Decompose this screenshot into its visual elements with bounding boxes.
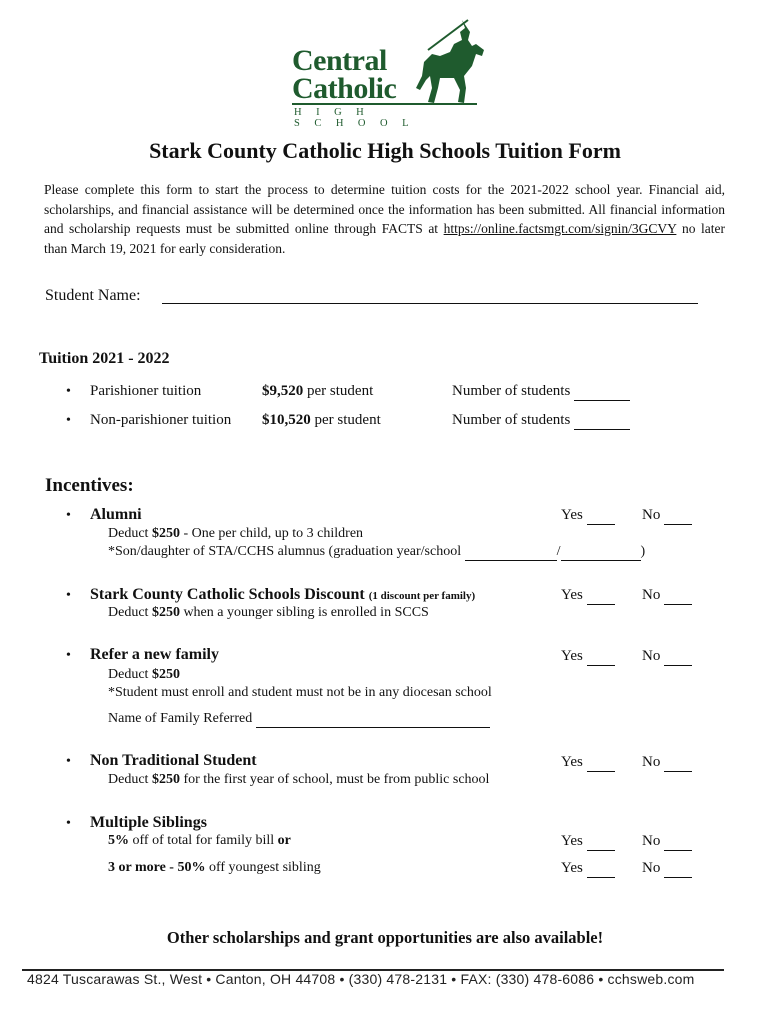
alumni-title: Alumni xyxy=(90,506,142,523)
sccs-title: Stark County Catholic Schools Discount (1 discount per family) xyxy=(90,586,476,603)
non-parishioner-price: $10,520 per student xyxy=(262,412,381,428)
intro-after: no later than March 19, 2021 for early consideration. xyxy=(44,221,725,256)
sccs-no[interactable]: No xyxy=(642,587,692,605)
sccs-yes[interactable]: Yes xyxy=(561,587,615,605)
siblings-line-2: 3 or more - 50% off youngest sibling xyxy=(108,860,321,875)
siblings-5-no[interactable]: No xyxy=(642,833,692,851)
nontrad-deduct: Deduct $250 for the first year of school, must be from public school xyxy=(108,772,490,787)
bullet: • xyxy=(66,413,71,428)
bullet: • xyxy=(66,384,71,399)
non-parishioner-count: Number of students xyxy=(452,412,630,430)
incentives-heading: Incentives: xyxy=(45,475,134,496)
bullet: • xyxy=(66,508,71,523)
graduation-year-field[interactable] xyxy=(465,544,557,561)
closing-note: Other scholarships and grant opportunities are also available! xyxy=(166,928,604,947)
siblings-title: Multiple Siblings xyxy=(90,814,207,831)
referred-family-field[interactable] xyxy=(256,711,490,728)
refer-note: *Student must enroll and student must not be in any diocesan school xyxy=(108,685,492,700)
school-logo xyxy=(290,18,485,129)
tuition-heading: Tuition 2021 - 2022 xyxy=(39,350,170,367)
alumni-yes[interactable]: Yes xyxy=(561,507,615,525)
knight-on-horse-icon xyxy=(410,18,485,106)
footer-address: 4824 Tuscarawas St., West • Canton, OH 44708 • (330) 478-2131 • FAX: (330) 478-6086 • cchsweb.com xyxy=(27,971,695,987)
bullet: • xyxy=(66,754,71,769)
student-name-field[interactable] xyxy=(162,303,698,304)
logo-line-1: Central xyxy=(292,44,387,77)
logo-school-text: HIGH SCHOOL xyxy=(294,107,424,129)
parishioner-label: Parishioner tuition xyxy=(90,383,202,399)
nontrad-title: Non Traditional Student xyxy=(90,752,257,769)
parishioner-count: Number of students xyxy=(452,383,630,401)
alumni-no[interactable]: No xyxy=(642,507,692,525)
nontrad-yes[interactable]: Yes xyxy=(561,754,615,772)
siblings-line-1: 5% off of total for family bill or xyxy=(108,833,291,848)
non-parishioner-label: Non-parishioner tuition xyxy=(90,412,232,428)
parishioner-price: $9,520 per student xyxy=(262,383,374,399)
facts-link[interactable]: https://online.factsmgt.com/signin/3GCVY xyxy=(443,221,677,236)
bullet: • xyxy=(66,588,71,603)
alumni-deduct: Deduct $250 - One per child, up to 3 children xyxy=(108,526,364,541)
siblings-50-yes[interactable]: Yes xyxy=(561,860,615,878)
parishioner-count-field[interactable] xyxy=(574,383,630,401)
refer-deduct: Deduct $250 xyxy=(108,667,180,682)
bullet: • xyxy=(66,648,71,663)
logo-divider xyxy=(292,103,477,105)
alumni-note: *Son/daughter of STA/CCHS alumnus (graduation year/school / ) xyxy=(108,544,646,559)
refer-name: Name of Family Referred xyxy=(108,711,490,728)
refer-title: Refer a new family xyxy=(90,646,219,663)
non-parishioner-count-field[interactable] xyxy=(574,412,630,430)
intro-text: Please complete this form to start the process to determine tuition costs for the 2021-2022 school year. Financial aid, scholarships, and financial assistance will be determined once the information has been submitted. All financial information and scholarship requests must be submitted online through FACTS at xyxy=(44,182,725,236)
sccs-deduct: Deduct $250 when a younger sibling is enrolled in SCCS xyxy=(108,605,429,620)
intro-paragraph xyxy=(44,180,725,258)
bullet: • xyxy=(66,816,71,831)
siblings-5-yes[interactable]: Yes xyxy=(561,833,615,851)
page-title: Stark County Catholic High Schools Tuition Form xyxy=(149,138,621,163)
siblings-50-no[interactable]: No xyxy=(642,860,692,878)
nontrad-no[interactable]: No xyxy=(642,754,692,772)
student-name-label: Student Name: xyxy=(45,287,141,304)
refer-no[interactable]: No xyxy=(642,648,692,666)
refer-yes[interactable]: Yes xyxy=(561,648,615,666)
logo-line-2: Catholic xyxy=(292,72,397,105)
alumni-school-field[interactable] xyxy=(561,544,641,561)
